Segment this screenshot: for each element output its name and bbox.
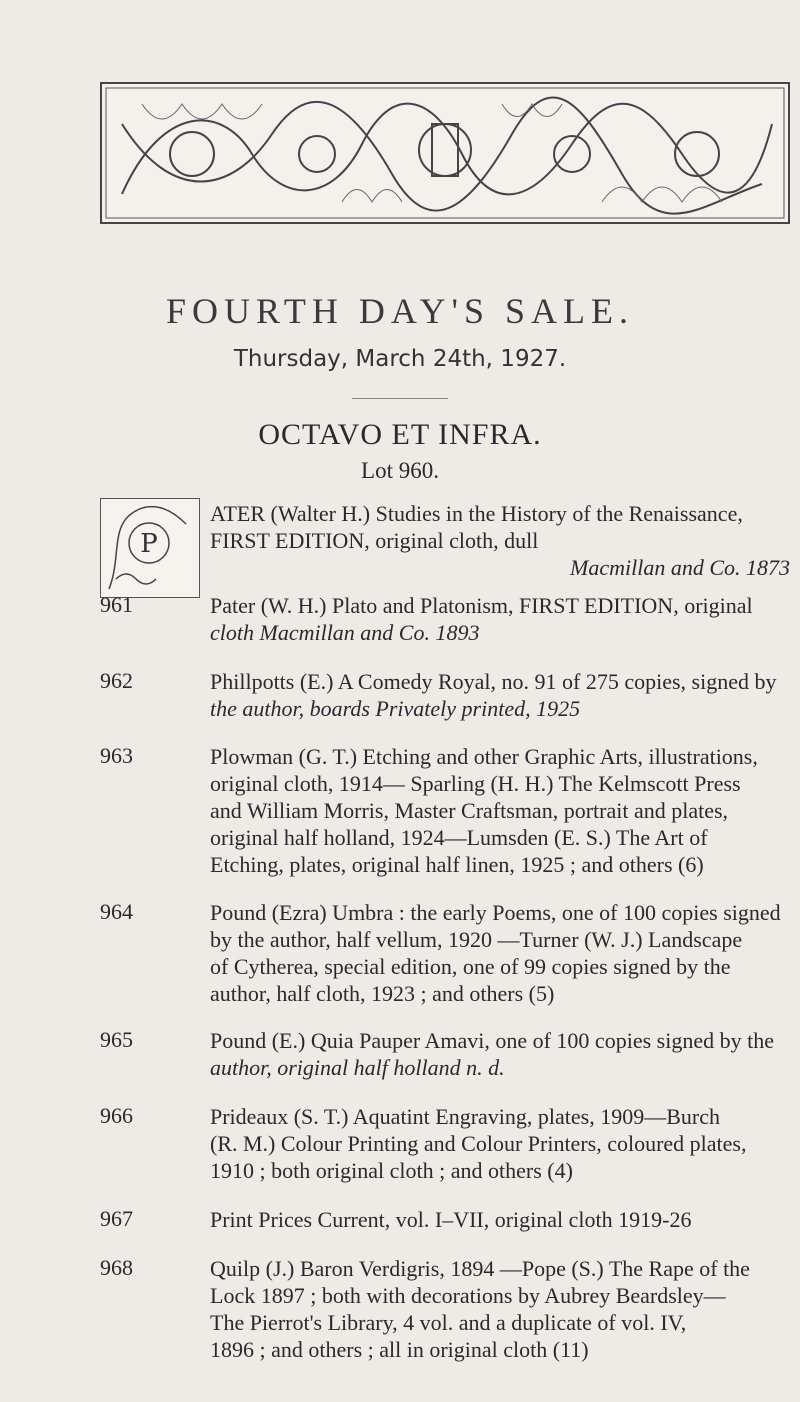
lot-line: of Cytherea, special edition, one of 99 copies signed by the xyxy=(210,954,731,979)
lot-line: Etching, plates, original half linen, 1925 ; and others (6) xyxy=(210,852,704,877)
lot-line: cloth Macmillan and Co. 1893 xyxy=(210,620,480,645)
lot-entry xyxy=(210,500,790,581)
lot-number: 964 xyxy=(100,899,133,924)
lot-number: 968 xyxy=(100,1255,133,1280)
lot-line: author, original half holland n. d. xyxy=(210,1055,505,1080)
lot-line: Pound (E.) Quia Pauper Amavi, one of 100 copies signed by the xyxy=(210,1028,774,1053)
lot-line: Quilp (J.) Baron Verdigris, 1894 —Pope (S.) The Rape of the xyxy=(210,1256,750,1281)
lot-number: 966 xyxy=(100,1103,133,1128)
lot-entry xyxy=(210,668,790,722)
lot-line: and William Morris, Master Craftsman, portrait and plates, xyxy=(210,798,729,823)
lot-number: 965 xyxy=(100,1027,133,1052)
lot-entry xyxy=(210,743,790,878)
lot-number: 961 xyxy=(100,592,133,617)
lot-line: original cloth, 1914— Sparling (H. H.) The Kelmscott Press xyxy=(210,771,741,796)
lot-entry xyxy=(210,592,790,646)
lot-line: author, half cloth, 1923 ; and others (5) xyxy=(210,981,555,1006)
divider xyxy=(352,398,448,399)
lot-line: 1910 ; both original cloth ; and others (4) xyxy=(210,1158,573,1183)
lot-line: Prideaux (S. T.) Aquatint Engraving, plates, 1909—Burch xyxy=(210,1104,720,1129)
lot-line: Macmillan and Co. 1873 xyxy=(570,555,790,580)
lot-line: original half holland, 1924—Lumsden (E. S.) The Art of xyxy=(210,825,708,850)
section-heading: OCTAVO ET INFRA. xyxy=(258,418,542,451)
lot-line: Pater (W. H.) Plato and Platonism, FIRST EDITION, original xyxy=(210,593,753,618)
ornamental-banner-icon xyxy=(100,82,790,224)
lot-line: the author, boards Privately printed, 1925 xyxy=(210,696,581,721)
lot-entry xyxy=(210,1027,790,1081)
lot-line: Plowman (G. T.) Etching and other Graphic Arts, illustrations, xyxy=(210,744,758,769)
lot-entry xyxy=(210,1255,790,1363)
lot-line: FIRST EDITION, original cloth, dull xyxy=(210,528,539,553)
lot-line: Print Prices Current, vol. I–VII, original cloth 1919-26 xyxy=(210,1207,692,1232)
lot-line: (R. M.) Colour Printing and Colour Printers, coloured plates, xyxy=(210,1131,747,1156)
lot-entry xyxy=(210,899,790,1007)
lot-label: Lot 960. xyxy=(361,458,439,483)
decorative-initial-icon xyxy=(100,498,200,598)
lot-number: 962 xyxy=(100,668,133,693)
lot-line: Pound (Ezra) Umbra : the early Poems, one of 100 copies signed xyxy=(210,900,781,925)
lot-entry xyxy=(210,1206,790,1233)
lot-line: 1896 ; and others ; all in original cloth (11) xyxy=(210,1337,589,1362)
lot-number: 963 xyxy=(100,743,133,768)
lot-entry xyxy=(210,1103,790,1184)
lot-line: ATER (Walter H.) Studies in the History of the Renaissance, xyxy=(210,501,743,526)
sale-title: FOURTH DAY'S SALE. xyxy=(165,291,635,331)
sale-date: Thursday, March 24th, 1927. xyxy=(233,346,567,372)
lot-line: The Pierrot's Library, 4 vol. and a duplicate of vol. IV, xyxy=(210,1310,687,1335)
lot-line: by the author, half vellum, 1920 —Turner (W. J.) Landscape xyxy=(210,927,743,952)
lot-line: Phillpotts (E.) A Comedy Royal, no. 91 of 275 copies, signed by xyxy=(210,669,777,694)
lot-number: 967 xyxy=(100,1206,133,1231)
initial-letter: P xyxy=(140,529,158,559)
lot-line: Lock 1897 ; both with decorations by Aubrey Beardsley— xyxy=(210,1283,726,1308)
